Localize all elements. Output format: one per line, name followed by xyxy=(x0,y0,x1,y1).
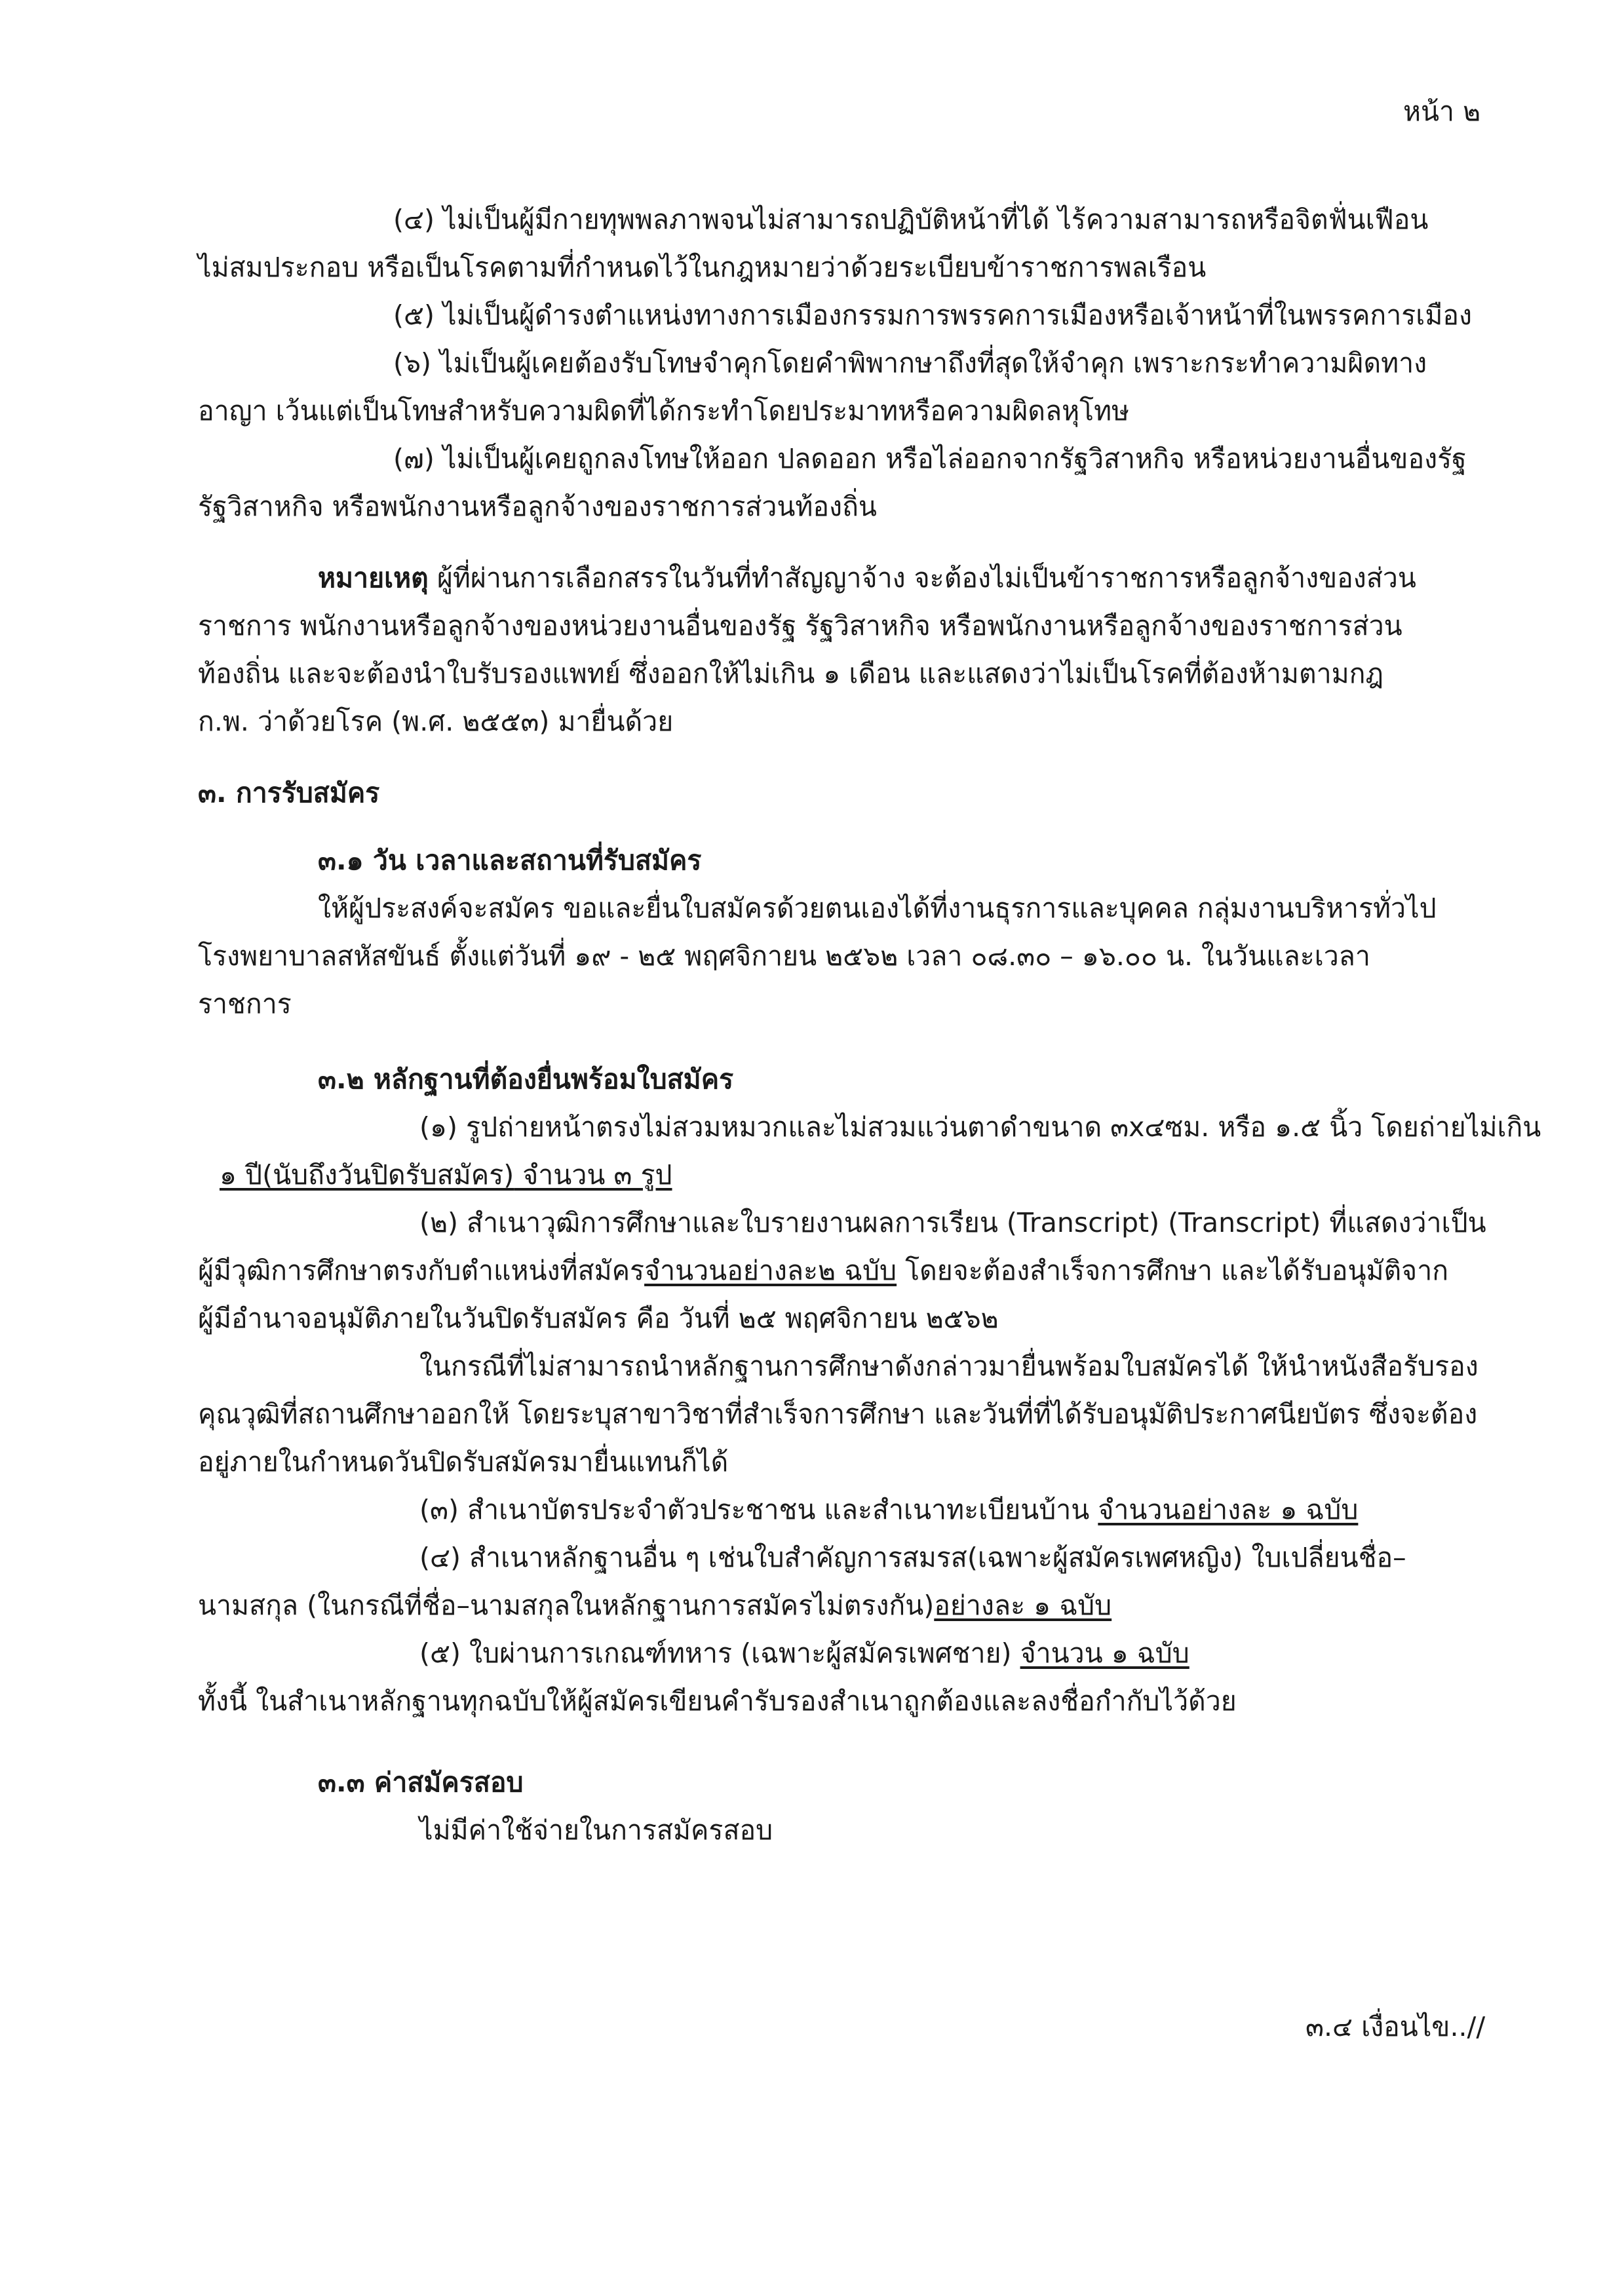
qualification-item-5: (๕) ไม่เป็นผู้ดำรงตำแหน่งทางการเมืองกรรมการพรรคการเมืองหรือเจ้าหน้าที่ในพรรคการเมือง xyxy=(393,299,1472,331)
qualification-item-4-line-2: ไม่สมประกอบ หรือเป็นโรคตามที่กำหนดไว้ในกฎหมายว่าด้วยระเบียบข้าราชการพลเรือน xyxy=(198,252,1207,283)
qualification-item-6-line-1: (๖) ไม่เป็นผู้เคยต้องรับโทษจำคุกโดยคำพิพากษาถึงที่สุดให้จำคุก เพราะกระทำความผิดทาง xyxy=(393,347,1427,379)
document-1-line-2 xyxy=(220,1155,672,1195)
continuation-marker: ๓.๔ เงื่อนไข..// xyxy=(1305,2011,1486,2042)
document-5 xyxy=(419,1634,1189,1673)
qualification-item-4-line-1: (๔) ไม่เป็นผู้มีกายทุพพลภาพจนไม่สามารถปฏิบัติหน้าที่ได้ ไร้ความสามารถหรือจิตฟั่นเฟือน xyxy=(393,204,1429,235)
section-3-3-title: ๓.๓ ค่าสมัครสอบ xyxy=(318,1767,524,1798)
note-line-4: ก.พ. ว่าด้วยโรค (พ.ศ. ๒๕๕๓) มายื่นด้วย xyxy=(198,706,674,737)
note-line-3: ท้องถิ่น และจะต้องนำใบรับรองแพทย์ ซึ่งออกให้ไม่เกิน ๑ เดือน และแสดงว่าไม่เป็นโรคที่ต้องห้ามตามกฎ xyxy=(198,658,1383,689)
section-3-1-line-3: ราชการ xyxy=(198,988,292,1020)
document-5-quantity: จำนวน ๑ ฉบับ xyxy=(1020,1637,1189,1669)
note-text: ผู้ที่ผ่านการเลือกสรรในวันที่ทำสัญญาจ้าง จะต้องไม่เป็นข้าราชการหรือลูกจ้างของส่วน xyxy=(436,562,1416,594)
document-2-line-2 xyxy=(198,1251,1448,1290)
qualification-item-6-line-2: อาญา เว้นแต่เป็นโทษสำหรับความผิดที่ได้กระทำโดยประมาทหรือความผิดลหุโทษ xyxy=(198,395,1130,427)
section-3-1-title: ๓.๑ วัน เวลาและสถานที่รับสมัคร xyxy=(318,845,702,876)
section-3-3-line-1: ไม่มีค่าใช้จ่ายในการสมัครสอบ xyxy=(419,1814,773,1846)
document-2-line-1: (๒) สำเนาวุฒิการศึกษาและใบรายงานผลการเรียน (Transcript) (Transcript) ที่แสดงว่าเป็น xyxy=(419,1207,1486,1238)
document-3-quantity: จำนวนอย่างละ ๑ ฉบับ xyxy=(1098,1494,1359,1525)
document-4-line-2 xyxy=(198,1586,1112,1625)
document-2-text-c: โดยจะต้องสำเร็จการศึกษา และได้รับอนุมัติจาก xyxy=(897,1255,1449,1286)
qualification-item-7-line-2: รัฐวิสาหกิจ หรือพนักงานหรือลูกจ้างของราชการส่วนท้องถิ่น xyxy=(198,491,877,522)
document-2-note-line-3: อยู่ภายในกำหนดวันปิดรับสมัครมายื่นแทนก็ได้ xyxy=(198,1446,729,1478)
document-2-line-3: ผู้มีอำนาจอนุมัติภายในวันปิดรับสมัคร คือ วันที่ ๒๕ พฤศจิกายน ๒๕๖๒ xyxy=(198,1303,999,1334)
section-3-2-title: ๓.๒ หลักฐานที่ต้องยื่นพร้อมใบสมัคร xyxy=(318,1063,734,1095)
document-2-note-line-1: ในกรณีที่ไม่สามารถนำหลักฐานการศึกษาดังกล่าวมายื่นพร้อมใบสมัครได้ ให้นำหนังสือรับรอง xyxy=(419,1350,1479,1382)
document-3-text: (๓) สำเนาบัตรประจำตัวประชาชน และสำเนาทะเบียนบ้าน xyxy=(419,1494,1098,1525)
document-2-note-line-2: คุณวุฒิที่สถานศึกษาออกให้ โดยระบุสาขาวิชาที่สำเร็จการศึกษา และวันที่ที่ได้รับอนุมัติประกาศนียบัตร ซึ่งจะต้อง xyxy=(198,1398,1478,1430)
section-3-1-line-1: ให้ผู้ประสงค์จะสมัคร ขอและยื่นใบสมัครด้วยตนเองได้ที่งานธุรการและบุคคล กลุ่มงานบริหารทั่วไป xyxy=(318,892,1437,924)
document-2-text-a: ผู้มีวุฒิการศึกษาตรงกับตำแหน่งที่สมัคร xyxy=(198,1255,645,1286)
note-line-1 xyxy=(318,558,1416,598)
document-4-line-1: (๔) สำเนาหลักฐานอื่น ๆ เช่นใบสำคัญการสมรส(เฉพาะผู้สมัครเพศหญิง) ใบเปลี่ยนชื่อ– xyxy=(419,1542,1406,1573)
document-1-period: ๑ ปี(นับถึงวันปิดรับสมัคร) xyxy=(220,1159,514,1191)
documents-closing: ทั้งนี้ ในสำเนาหลักฐานทุกฉบับให้ผู้สมัครเขียนคำรับรองสำเนาถูกต้องและลงชื่อกำกับไว้ด้วย xyxy=(198,1685,1237,1717)
document-5-text: (๕) ใบผ่านการเกณฑ์ทหาร (เฉพาะผู้สมัครเพศชาย) xyxy=(419,1637,1020,1669)
document-4-quantity: อย่างละ ๑ ฉบับ xyxy=(934,1590,1112,1621)
section-3-1-line-2: โรงพยาบาลสหัสขันธ์ ตั้งแต่วันที่ ๑๙ - ๒๕ พฤศจิกายน ๒๕๖๒ เวลา ๐๘.๓๐ – ๑๖.๐๐ น. ในวันและเวลา xyxy=(198,940,1370,972)
document-1-line-1: (๑) รูปถ่ายหน้าตรงไม่สวมหมวกและไม่สวมแว่นตาดำขนาด ๓x๔ซม. หรือ ๑.๕ นิ้ว โดยถ่ายไม่เกิน xyxy=(419,1111,1541,1143)
document-1-quantity: จำนวน ๓ รูป xyxy=(514,1159,672,1191)
qualification-item-7-line-1: (๗) ไม่เป็นผู้เคยถูกลงโทษให้ออก ปลดออก หรือไล่ออกจากรัฐวิสาหกิจ หรือหน่วยงานอื่นของรัฐ xyxy=(393,443,1467,474)
document-3 xyxy=(419,1490,1358,1529)
section-3-title: ๓. การรับสมัคร xyxy=(198,777,380,809)
note-line-2: ราชการ พนักงานหรือลูกจ้างของหน่วยงานอื่นของรัฐ รัฐวิสาหกิจ หรือพนักงานหรือลูกจ้างของราชการส่วน xyxy=(198,610,1402,641)
page-number: หน้า ๒ xyxy=(1403,96,1481,127)
document-4-text: นามสกุล (ในกรณีที่ชื่อ–นามสกุลในหลักฐานการสมัครไม่ตรงกัน) xyxy=(198,1590,935,1621)
document-2-quantity: จำนวนอย่างละ๒ ฉบับ xyxy=(644,1255,897,1286)
note-label: หมายเหตุ xyxy=(318,562,429,594)
